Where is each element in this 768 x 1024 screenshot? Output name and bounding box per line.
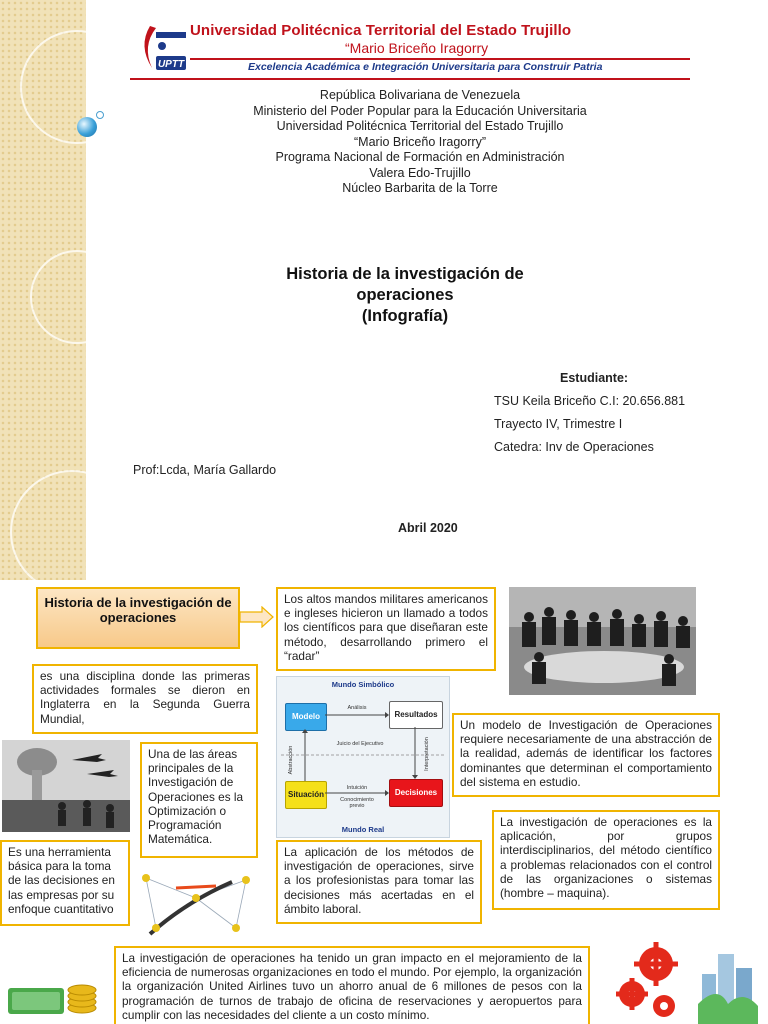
institution-line: Programa Nacional de Formación en Administración — [275, 150, 565, 164]
interdisciplinary-box: La investigación de operaciones es la aplicación, por grupos interdisciplinarios, del método científico a problemas relacionados con el control de las organizaciones o sistemas (hombre – maquina). — [492, 810, 720, 910]
diagram-decisiones-box: Decisiones — [389, 779, 443, 807]
diagram-bottom-label: Mundo Real — [341, 825, 385, 834]
institution-line: Valera Edo-Trujillo — [369, 165, 471, 180]
institution-line: Ministerio del Poder Popular para la Educación Universitaria — [253, 103, 587, 118]
war-photo — [2, 740, 130, 832]
institution-line: Núcleo Barbarita de la Torre — [342, 181, 498, 195]
diagram-resultados-box: Resultados — [389, 701, 443, 729]
diagram-top-label: Mundo Simbólico — [331, 680, 395, 689]
document-date: Abril 2020 — [398, 521, 458, 535]
operations-model-diagram — [276, 676, 450, 838]
buildings-icon — [698, 944, 758, 1024]
student-catedra: Catedra: Inv de Operaciones — [494, 440, 654, 454]
title-line: (Infografía) — [361, 307, 449, 325]
title-line: Historia de la investigación de — [286, 265, 524, 283]
diagram-abstraccion-label: Abstracción — [288, 745, 294, 775]
diagram-conocimiento-label: Conocimiento previo — [340, 797, 374, 809]
right-arrow-icon — [240, 606, 274, 628]
institution-line: “Mario Briceño Iragorry” — [354, 134, 486, 149]
historic-meeting-photo — [509, 587, 696, 695]
banner-divider — [190, 58, 690, 60]
institution-line: República Bolivariana de Venezuela — [319, 88, 521, 102]
title-line: operaciones — [356, 286, 454, 304]
application-box: La aplicación de los métodos de investigación de operaciones, sirve a los profesionistas para tomar las decisiones más acertadas en el ámbito laboral. — [276, 840, 482, 924]
diagram-modelo-box: Modelo — [285, 703, 327, 731]
institution-line: Universidad Politécnica Territorial del Estado Trujillo — [276, 119, 564, 133]
diagram-interpretacion-label: Interpretación — [424, 737, 430, 771]
tool-box: Es una herramienta básica para la toma de las decisiones en las empresas por su enfoque cuantitativo — [0, 840, 130, 926]
decorative-ball-icon — [77, 117, 97, 137]
model-box: Un modelo de Investigación de Operaciones requiere necesariamente de una abstracción de la realidad, además de identificar los factores dominantes que determinan el comportamiento del sistema en estudio. — [452, 713, 720, 797]
banner-university-name: Universidad Politécnica Territorial del Estado Trujillo — [190, 22, 572, 39]
decorative-circle — [10, 470, 134, 594]
banner-namesake: “Mario Briceño Iragorry — [345, 40, 489, 56]
decorative-ring-icon — [96, 111, 104, 119]
diagram-juicio-label: Juicio del Ejecutivo — [336, 741, 384, 747]
student-name: TSU Keila Briceño C.I: 20.656.881 — [494, 394, 686, 408]
gears-icon — [610, 936, 690, 1024]
diagram-intuicion-label: Intuición — [346, 785, 368, 791]
diagram-analisis-label: Análisis — [347, 705, 367, 711]
banner-motto: Excelencia Académica e Integración Universitaria para Construir Patria — [248, 61, 603, 73]
institution-header — [210, 88, 630, 197]
areas-box: Una de las áreas principales de la Investigación de Operaciones es la Optimización o Programación Matemática. — [140, 742, 258, 858]
infographic-heading: Historia de la investigación de operaciones — [36, 587, 240, 649]
decorative-side-strip — [0, 0, 86, 580]
document-title — [230, 264, 580, 327]
university-logo — [136, 22, 188, 78]
student-label: Estudiante: — [560, 371, 629, 385]
military-history-box: Los altos mandos militares americanos e ingleses hicieron un llamado a todos los científicos para que diseñaran este método, desarrollando primero el “radar” — [276, 587, 496, 671]
student-trayecto: Trayecto IV, Trimestre I — [494, 417, 623, 431]
impact-box: La investigación de operaciones ha tenido un gran impacto en el mejoramiento de la eficiencia de numerosas organizaciones en todo el mundo. Por ejemplo, la organización la organización United Airlines tuvo un ahorro anual de 6 millones de pesos con la programación de turnos de trabajo de oficina de reservaciones y aeropuertos para cumplir con las necesidades del cliente a un costo mínimo. — [114, 946, 590, 1024]
decorative-circle — [30, 250, 124, 344]
money-graphic — [2, 960, 112, 1024]
diagram-situacion-box: Situación — [285, 781, 327, 809]
banner-divider — [130, 78, 690, 80]
professor-name: Prof:Lcda, María Gallardo — [133, 463, 277, 477]
logo-text: UPTT — [157, 59, 185, 70]
network-graphic — [136, 868, 262, 942]
discipline-box: es una disciplina donde las primeras actividades formales se dieron en Inglaterra en la Segunda Guerra Mundial, — [32, 664, 258, 734]
